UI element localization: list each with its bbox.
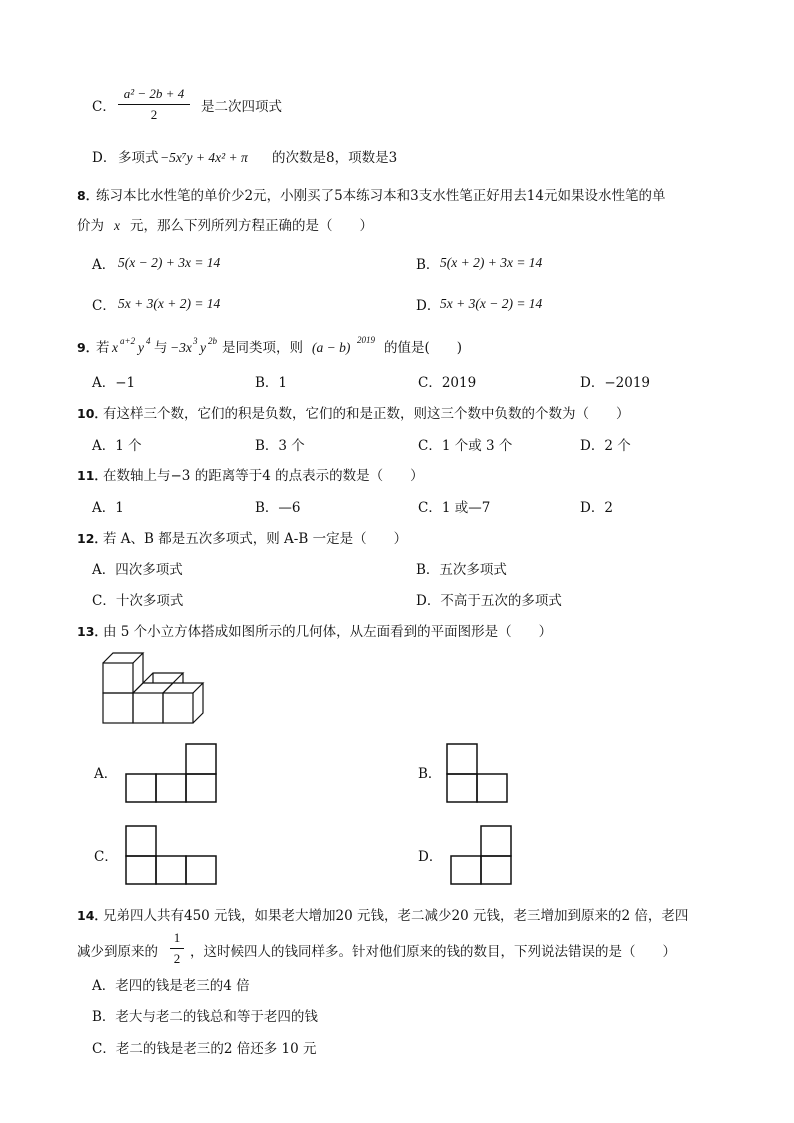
q10-option-d: D．2 个 [580,438,631,454]
q13-option-c-figure [125,824,220,886]
q13-option-d-figure [449,824,514,886]
q9-term1-y: y [138,340,144,355]
q14-fraction-numerator: 1 [173,930,181,945]
q8-option-a-label: A． [92,257,116,273]
q11-option-d: D．2 [580,500,613,516]
q8-option-d-label: D． [416,298,441,314]
q8-option-c-label: C． [92,298,116,314]
q13-option-d-label: D． [418,849,443,865]
q9-term2-y: y [200,340,206,355]
q12-option-b: B．五次多项式 [416,562,507,578]
q9-number: 9． [77,340,99,355]
q14-option-c: C．老二的钱是老三的2 倍还多 10 元 [92,1041,317,1057]
q14-stem-line1: 兄弟四人共有450 元钱，如果老大增加20 元钱，老二减少20 元钱，老三增加到原来的2 倍，老四 [103,908,689,924]
q10-option-b: B．3 个 [255,438,305,454]
q14-fraction-denominator: 2 [173,951,181,966]
q13-option-b-figure [445,742,510,804]
q12-option-a: A．四次多项式 [92,562,183,578]
q10-option-c: C．1 个或 3 个 [418,438,513,454]
q9-term1-x: x [112,340,118,355]
q9-expr3-exp: 2019 [357,335,375,345]
q11-stem: 在数轴上与−3 的距离等于4 的点表示的数是（ ） [103,468,424,484]
q9-option-c: C．2019 [418,375,477,391]
q11-option-c: C．1 或—7 [418,500,491,516]
q9-term1-exp-x: a+2 [120,336,136,346]
q8-option-c-expr: 5x + 3(x + 2) = 14 [118,296,221,311]
q8-option-a-expr: 5(x − 2) + 3x = 14 [118,255,221,270]
q12-stem: 若 A、B 都是五次多项式，则 A-B 一定是（ ） [103,531,408,547]
q9-term2-x: −3x [170,340,192,355]
q8-variable: x [114,218,120,233]
q8-option-d-expr: 5x + 3(x − 2) = 14 [440,296,543,311]
q7-option-d-label: D． [92,150,117,166]
q7-option-d-expr: −5x⁷y + 4x² + π [160,150,248,165]
q9-option-a: A．−1 [92,375,136,391]
q8-stem-line2b: 元，那么下列所列方程正确的是（ ） [130,218,373,234]
q9-expr3: (a − b) [312,340,351,355]
q14-option-a: A．老四的钱是老三的4 倍 [92,978,250,994]
q13-option-b-label: B． [418,766,442,782]
q9-option-b: B．1 [255,375,288,391]
q13-option-a-figure [125,742,220,804]
q14-stem-line2a: 减少到原来的 [77,944,158,960]
q8-stem-line1: 练习本比水性笔的单价少2元，小刚买了5本练习本和3支水性笔正好用去14元如果设水性笔的单 [96,188,666,204]
q12-number: 12． [77,531,107,546]
q9-stem-c: 是同类项，则 [222,340,303,356]
q9-option-d: D．−2019 [580,375,650,391]
q13-option-c-label: C． [94,849,118,865]
q9-term2-exp-y: 2b [208,336,217,346]
q7-option-c-fraction [118,86,190,123]
q8-option-b-label: B． [416,257,440,273]
q10-option-a: A．1 个 [92,438,142,454]
q10-number: 10． [77,406,107,421]
q7-option-d-prefix: 多项式 [118,150,159,166]
q8-option-b-expr: 5(x + 2) + 3x = 14 [440,255,543,270]
q8-number: 8． [77,188,99,203]
cube-stack-figure [101,651,216,726]
q9-stem-a: 若 [96,340,110,356]
q14-stem-line2b: ，这时候四人的钱同样多。针对他们原来的钱的数目，下列说法错误的是（ ） [190,944,676,960]
q14-number: 14． [77,908,107,923]
q12-option-d: D．不高于五次的多项式 [416,593,562,609]
q14-fraction [170,930,184,967]
q8-stem-line2a: 价为 [77,218,104,234]
q14-option-b: B．老大与老二的钱总和等于老四的钱 [92,1009,318,1025]
q11-option-a: A．1 [92,500,124,516]
q11-option-b: B．—6 [255,500,301,516]
q7-c-denominator: 2 [150,107,158,122]
q13-stem: 由 5 个小立方体搭成如图所示的几何体，从左面看到的平面图形是（ ） [103,624,553,640]
q7-option-c-text: 是二次四项式 [201,99,282,115]
q7-option-d-text: 的次数是8，项数是3 [272,150,398,166]
q9-stem-b: 与 [154,340,168,356]
q9-term1-exp-y: 4 [146,336,151,346]
q12-option-c: C．十次多项式 [92,593,184,609]
q10-stem: 有这样三个数，它们的积是负数，它们的和是正数，则这三个数中负数的个数为（ ） [103,406,630,422]
q7-c-numerator: a² − 2b + 4 [123,86,185,101]
q13-number: 13． [77,624,107,639]
q11-number: 11． [77,468,107,483]
q9-stem-d: 的值是( ) [384,340,463,356]
q9-term2-exp-x: 3 [193,336,198,346]
q7-option-c-label: C． [92,99,116,115]
q13-option-a-label: A． [94,766,118,782]
